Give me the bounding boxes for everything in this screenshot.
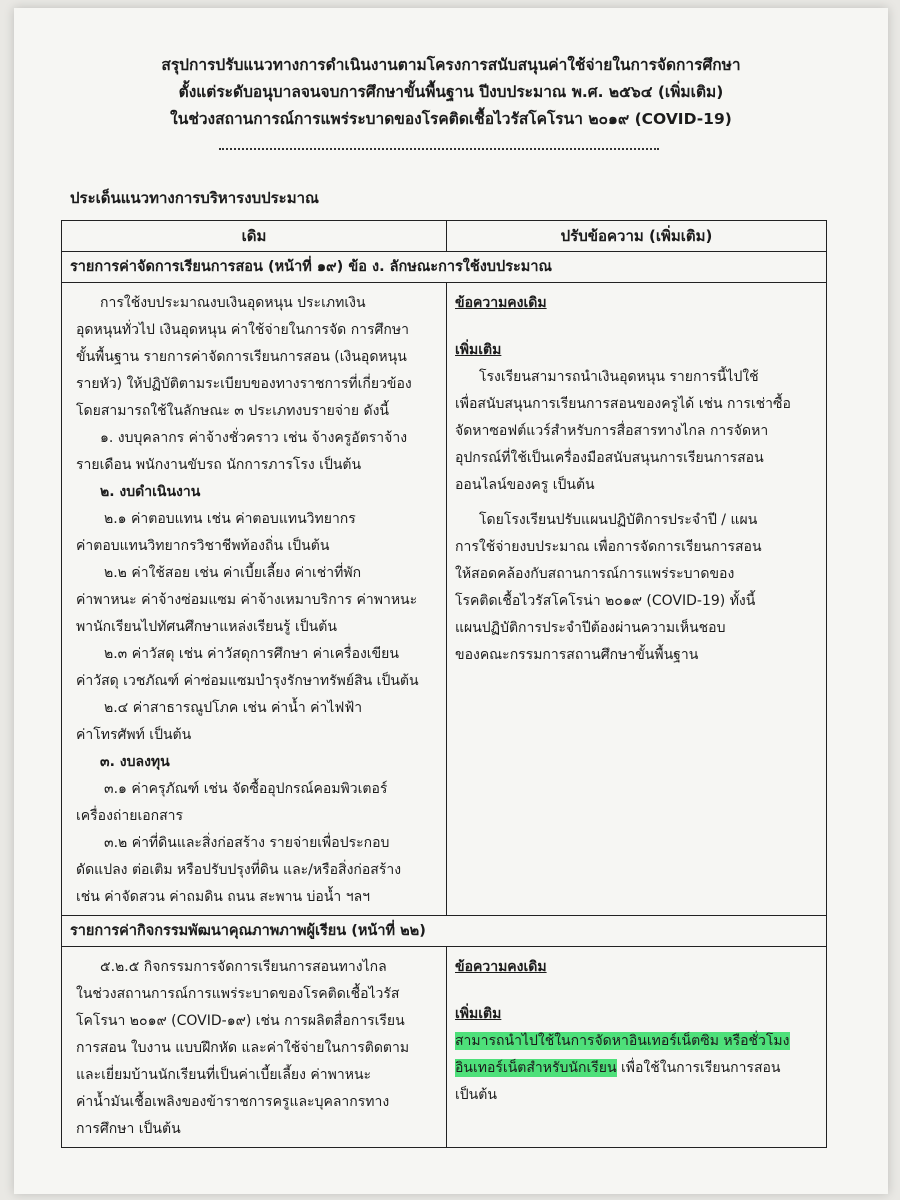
revised-text-cell <box>447 283 827 916</box>
text-fragment: เพื่อใช้ในการเรียนการสอน <box>616 1060 781 1076</box>
text-line: ๒.๔ ค่าสาธารณูปโภค เช่น ค่าน้ำ ค่าไฟฟ้า <box>104 700 363 716</box>
section-title: ประเด็นแนวทางการบริหารงบประมาณ <box>70 189 319 207</box>
text-line: โรคติดเชื้อไวรัสโคโรน่า ๒๐๑๙ (COVID-19) ทั้งนี้ <box>455 593 756 609</box>
text-line: ๒.๑ ค่าตอบแทน เช่น ค่าตอบแทนวิทยากร <box>104 511 356 527</box>
text-line <box>455 1028 818 1055</box>
document-page <box>14 8 888 1194</box>
text-line: ๒.๓ ค่าวัสดุ เช่น ค่าวัสดุการศึกษา ค่าเครื่องเขียน <box>104 646 399 662</box>
text-line: ค่าตอบแทนวิทยากรวิชาชีพท้องถิ่น เป็นต้น <box>76 538 330 554</box>
dotted-divider <box>219 148 659 154</box>
text-line: ๓. งบลงทุน <box>100 754 170 770</box>
highlighted-text: สามารถนำไปใช้ในการจัดหาอินเทอร์เน็ตซิม หรือชั่วโมง <box>455 1033 790 1049</box>
text-line: ค่าน้ำมันเชื้อเพลิงของข้าราชการครูและบุคลากรทาง <box>76 1094 390 1110</box>
text-line: แผนปฏิบัติการประจำปีต้องผ่านความเห็นชอบ <box>455 620 726 636</box>
text-line: ค่าวัสดุ เวชภัณฑ์ ค่าซ่อมแซมบำรุงรักษาทรัพย์สิน เป็นต้น <box>76 673 419 689</box>
revised-text-cell <box>447 947 827 1148</box>
text-line <box>455 1055 818 1082</box>
header-line-2: ตั้งแต่ระดับอนุบาลจนจบการศึกษาขั้นพื้นฐาน ปีงบประมาณ พ.ศ. ๒๕๖๔ (เพิ่มเติม) <box>178 83 724 101</box>
text-line: การสอน ใบงาน แบบฝึกหัด และค่าใช้จ่ายในการติดตาม <box>76 1040 410 1056</box>
added-label: เพิ่มเติม <box>455 342 502 358</box>
text-line: เพื่อสนับสนุนการเรียนการสอนของครูได้ เช่น การเช่าซื้อ <box>455 396 791 412</box>
text-line: จัดหาซอฟต์แวร์สำหรับการสื่อสารทางไกล การจัดหา <box>455 423 769 439</box>
unchanged-label: ข้อความคงเดิม <box>455 295 547 311</box>
text-line: การศึกษา เป็นต้น <box>76 1121 181 1137</box>
comparison-table <box>61 220 827 1148</box>
column-header-original: เดิม <box>62 221 447 252</box>
text-line: เช่น ค่าจัดสวน ค่าถมดิน ถนน สะพาน บ่อน้ำ ฯลฯ <box>76 889 371 905</box>
unchanged-label: ข้อความคงเดิม <box>455 959 547 975</box>
text-line: การใช้จ่ายงบประมาณ เพื่อการจัดการเรียนการสอน <box>455 539 762 555</box>
text-line: อุดหนุนทั่วไป เงินอุดหนุน ค่าใช้จ่ายในการจัด การศึกษา <box>76 322 409 338</box>
highlighted-text: อินเทอร์เน็ตสำหรับนักเรียน <box>455 1060 617 1076</box>
section-band-student-activities: รายการค่ากิจกรรมพัฒนาคุณภาพภาพผู้เรียน (หน้าที่ ๒๒) <box>62 916 827 947</box>
text-line: พานักเรียนไปทัศนศึกษาแหล่งเรียนรู้ เป็นต้น <box>76 619 337 635</box>
text-line: ๓.๒ ค่าที่ดินและสิ่งก่อสร้าง รายจ่ายเพื่อประกอบ <box>104 835 390 851</box>
text-line: โดยสามารถใช้ในลักษณะ ๓ ประเภทงบรายจ่าย ดังนี้ <box>76 403 390 419</box>
original-text-cell <box>62 947 447 1148</box>
text-line: เป็นต้น <box>455 1087 497 1103</box>
header-line-1: สรุปการปรับแนวทางการดำเนินงานตามโครงการสนับสนุนค่าใช้จ่ายในการจัดการศึกษา <box>161 56 741 74</box>
added-label: เพิ่มเติม <box>455 1006 502 1022</box>
original-text-cell <box>62 283 447 916</box>
text-line: ๓.๑ ค่าครุภัณฑ์ เช่น จัดซื้ออุปกรณ์คอมพิวเตอร์ <box>104 781 388 797</box>
text-line: โคโรนา ๒๐๑๙ (COVID-๑๙) เช่น การผลิตสื่อการเรียน <box>76 1013 405 1029</box>
text-line: ๒. งบดำเนินงาน <box>100 484 201 500</box>
text-line: โดยโรงเรียนปรับแผนปฏิบัติการประจำปี / แผน <box>479 512 758 528</box>
text-line: เครื่องถ่ายเอกสาร <box>76 808 184 824</box>
text-line: ๑. งบบุคลากร ค่าจ้างชั่วคราว เช่น จ้างครูอัตราจ้าง <box>100 430 408 446</box>
text-line: ให้สอดคล้องกับสถานการณ์การแพร่ระบาดของ <box>455 566 735 582</box>
document-header <box>14 52 888 133</box>
text-line: รายเดือน พนักงานขับรถ นักการภารโรง เป็นต้น <box>76 457 362 473</box>
text-line: ดัดแปลง ต่อเติม หรือปรับปรุงที่ดิน และ/หรือสิ่งก่อสร้าง <box>76 862 402 878</box>
text-line: ๒.๒ ค่าใช้สอย เช่น ค่าเบี้ยเลี้ยง ค่าเช่าที่พัก <box>104 565 362 581</box>
text-line: ค่าพาหนะ ค่าจ้างซ่อมแซม ค่าจ้างเหมาบริการ ค่าพาหนะ <box>76 592 418 608</box>
text-line: การใช้งบประมาณงบเงินอุดหนุน ประเภทเงิน <box>100 295 366 311</box>
text-line: และเยี่ยมบ้านนักเรียนที่เป็นค่าเบี้ยเลี้ยง ค่าพาหนะ <box>76 1067 372 1083</box>
header-line-3: ในช่วงสถานการณ์การแพร่ระบาดของโรคติดเชื้อไวรัสโคโรนา ๒๐๑๙ (COVID-19) <box>170 110 732 128</box>
text-line: ในช่วงสถานการณ์การแพร่ระบาดของโรคติดเชื้อไวรัส <box>76 986 400 1002</box>
text-line: รายหัว) ให้ปฏิบัติตามระเบียบของทางราชการที่เกี่ยวข้อง <box>76 376 412 392</box>
text-line: อุปกรณ์ที่ใช้เป็นเครื่องมือสนับสนุนการเรียนการสอน <box>455 450 764 466</box>
text-line: ขั้นพื้นฐาน รายการค่าจัดการเรียนการสอน (เงินอุดหนุน <box>76 349 407 365</box>
text-line: ออนไลน์ของครู เป็นต้น <box>455 477 595 493</box>
text-line: โรงเรียนสามารถนำเงินอุดหนุน รายการนี้ไปใช้ <box>479 369 759 385</box>
section-band-teaching-costs: รายการค่าจัดการเรียนการสอน (หน้าที่ ๑๙) ข้อ ง. ลักษณะการใช้งบประมาณ <box>62 252 827 283</box>
text-line: ค่าโทรศัพท์ เป็นต้น <box>76 727 192 743</box>
text-line: ของคณะกรรมการสถานศึกษาขั้นพื้นฐาน <box>455 647 699 663</box>
text-line: ๕.๒.๕ กิจกรรมการจัดการเรียนการสอนทางไกล <box>100 959 387 975</box>
column-header-revised: ปรับข้อความ (เพิ่มเติม) <box>447 221 827 252</box>
